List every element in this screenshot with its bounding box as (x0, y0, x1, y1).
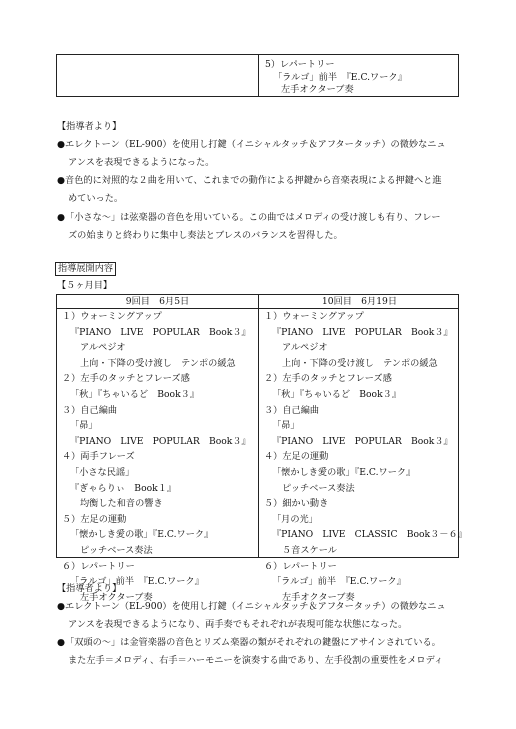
comment-line: アンスを表現できるようになり、両手奏でもそれぞれが表現可能な状態になった。 (68, 619, 408, 630)
table-line: 左手オクターブ奏 (281, 84, 354, 95)
comment-line: ●エレクトーン（EL-900）を使用し打鍵（イニシャルタッチ＆アフタータッチ）の微妙なニュ (57, 601, 446, 612)
list-item: 『PIANO LIVE POPULAR Book３』 (272, 326, 453, 338)
list-item: 上向・下降の受け渡し テンポの緩急 (80, 357, 236, 369)
list-item: 「秋」『ちゃいるど Book３』 (70, 388, 200, 400)
table-divider (57, 308, 458, 309)
lesson-9-body (62, 311, 251, 607)
month-label: 【５ヶ月目】 (57, 280, 113, 291)
plan-title: 指導展開内容 (55, 262, 116, 276)
list-item: 『PIANO LIVE POPULAR Book３』 (70, 326, 251, 338)
list-item: アルペジオ (80, 342, 126, 354)
list-item: 左手オクターブ奏 (80, 591, 153, 603)
comment-line: ズの始まりと終わりに集中し奏法とブレスのバランスを習得した。 (68, 230, 343, 241)
list-item: １）ウォーミングアップ (62, 311, 162, 322)
comment-line: ●「双頭の〜」は金管楽器の音色とリズム楽器の類がそれぞれの鍵盤にアサインされている。 (57, 637, 441, 648)
list-item: 「昴」 (70, 420, 98, 432)
list-item: 「懐かしき愛の歌」『E.C.ワーク』 (272, 466, 416, 478)
list-item: 「ラルゴ」前半 『E.C.ワーク』 (272, 576, 406, 588)
list-item: 上向・下降の受け渡し テンポの緩急 (282, 357, 438, 369)
comment-line: ●音色的に対照的な２曲を用いて、これまでの動作による押鍵から音楽表現による押鍵へと進 (57, 175, 442, 186)
list-item: 『PIANO LIVE POPULAR Book３』 (70, 435, 251, 447)
list-item: 『PIANO LIVE POPULAR Book３』 (272, 435, 453, 447)
top-table-right-cell (265, 59, 407, 97)
table-line: 5）レパートリー (265, 59, 335, 70)
list-item: ５音スケール (282, 544, 337, 556)
list-item: アルペジオ (282, 342, 328, 354)
list-item: ４）左足の運動 (264, 451, 329, 463)
comment-line: また左手＝メロディ、右手＝ハーモニーを演奏する曲であり、左手役割の重要性をメロディ (68, 655, 444, 666)
list-item: 「懐かしき愛の歌」『E.C.ワーク』 (70, 529, 214, 541)
comment-line: めていった。 (68, 193, 124, 204)
list-item: 「ラルゴ」前半 『E.C.ワーク』 (70, 576, 204, 588)
list-item: 均衡した和音の響き (80, 498, 163, 510)
list-item: ３）自己編曲 (62, 404, 118, 416)
table-line: 「ラルゴ」前半 『E.C.ワーク』 (273, 71, 407, 83)
comment-title: 【指導者より】 (57, 583, 122, 594)
comment-line: アンスを表現できるようになった。 (68, 157, 215, 168)
lesson-10-body (264, 311, 467, 607)
table-divider (258, 55, 259, 96)
list-item: 「小さな民謡」 (70, 466, 135, 478)
list-item: 「昴」 (272, 420, 300, 432)
top-table (56, 54, 459, 97)
list-item: ５）左足の運動 (62, 513, 127, 525)
table-divider (258, 295, 259, 557)
comment-line: ●エレクトーン（EL-900）を使用し打鍵（イニシャルタッチ＆アフタータッチ）の微妙なニュ (57, 139, 446, 150)
list-item: ピッチベース奏法 (80, 544, 153, 556)
list-item: ６）レパートリー (62, 560, 135, 572)
list-item: ２）左手のタッチとフレーズ感 (264, 373, 392, 385)
list-item: 『ぎゃらりぃ Book１』 (70, 482, 177, 494)
list-item: １）ウォーミングアップ (264, 311, 364, 322)
column-header-lesson-9: 9回目 6月5日 (125, 296, 190, 307)
list-item: ６）レパートリー (264, 560, 337, 572)
list-item: ４）両手フレーズ (62, 451, 135, 463)
list-item: 「秋」『ちゃいるど Book３』 (272, 388, 402, 400)
list-item: 『PIANO LIVE CLASSIC Book３－６』 (272, 529, 467, 541)
list-item: 「月の光」 (272, 513, 318, 525)
list-item: 左手オクターブ奏 (282, 591, 355, 603)
list-item: ピッチベース奏法 (282, 482, 355, 494)
list-item: ３）自己編曲 (264, 404, 320, 416)
list-item: ２）左手のタッチとフレーズ感 (62, 373, 190, 385)
list-item: ５）細かい動き (264, 498, 329, 510)
comment-line: ●「小さな〜」は弦楽器の音色を用いている。この曲ではメロディの受け渡しも有り、フレー (57, 212, 441, 223)
comment-title: 【指導者より】 (57, 121, 122, 132)
column-header-lesson-10: 10回目 6月19日 (321, 296, 398, 307)
